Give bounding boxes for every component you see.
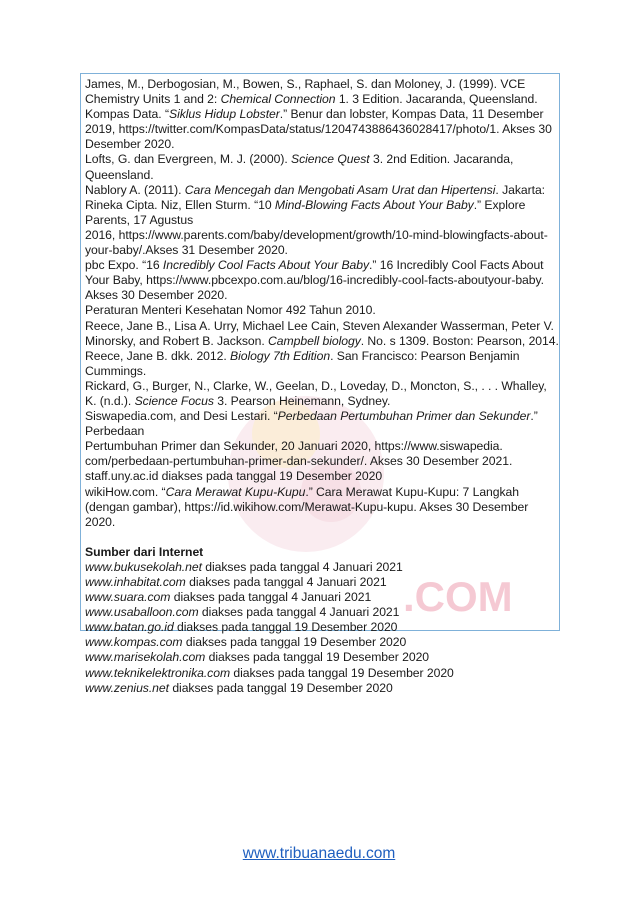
reference-title-text: Cara Mencegah dan Mengobati Asam Urat dan Hipertensi <box>184 182 496 197</box>
reference-text: .” <box>530 409 538 424</box>
reference-entry <box>85 77 559 107</box>
reference-text: Perbedaan <box>85 424 145 439</box>
internet-source-access-date: diakses pada tanggal 19 Desember 2020 <box>230 665 454 680</box>
internet-source-entry <box>85 650 559 665</box>
reference-title-text: Chemical Connection <box>220 92 336 107</box>
reference-text: Siswapedia.com, and Desi Lestari. “ <box>85 409 278 424</box>
internet-source-site: www.zenius.net <box>85 680 169 695</box>
internet-source-access-date: diakses pada tanggal 19 Desember 2020 <box>173 620 398 635</box>
internet-sources-title: Sumber dari Internet <box>85 544 204 559</box>
internet-source-entry <box>85 666 559 681</box>
internet-source-site: www.suara.com <box>85 590 171 605</box>
internet-source-entry <box>85 575 559 590</box>
reference-text: 2016, https://www.parents.com/baby/development/growth/10-mind-blowingfacts-about-your-baby/.Akses 31 Desember 2020. <box>85 227 548 258</box>
reference-text: .” Benur dan lobster, Kompas Data, 11 Desember 2019, https://twitter.com/KompasData/status/1204743886436028417/photo/1. Akses 30 Desember 2020. <box>85 107 552 152</box>
reference-entry <box>85 258 559 303</box>
reference-text: 3. 2nd Edition. Jacaranda, Queensland. <box>85 152 514 182</box>
reference-text: 1. 3 Edition. Jacaranda, Queensland. <box>335 92 538 107</box>
reference-entry <box>85 107 559 152</box>
reference-entry <box>85 319 559 349</box>
reference-title-text: Mind-Blowing Facts About Your Baby <box>274 197 474 212</box>
internet-source-site: www.batan.go.id <box>85 620 174 635</box>
reference-entry <box>85 409 559 424</box>
internet-source-entry <box>85 590 559 605</box>
internet-source-access-date: diakses pada tanggal 19 Desember 2020 <box>182 635 407 650</box>
reference-entry <box>85 379 559 409</box>
reference-text: pbc Expo. “16 <box>85 258 163 273</box>
internet-source-access-date: diakses pada tanggal 4 Januari 2021 <box>201 559 403 574</box>
internet-source-access-date: diakses pada tanggal 4 Januari 2021 <box>170 590 372 605</box>
reference-title-text: Siklus Hidup Lobster <box>168 107 280 122</box>
reference-title-text: Biology 7th Edition <box>230 348 331 363</box>
reference-entry <box>85 183 559 228</box>
internet-source-entry <box>85 605 559 620</box>
reference-entry <box>85 439 559 469</box>
reference-text: Reece, Jane B. dkk. 2012. <box>85 348 231 363</box>
internet-source-access-date: diakses pada tanggal 4 Januari 2021 <box>185 575 387 589</box>
reference-text: Pertumbuhan Primer dan Sekunder, 20 Januari 2020, https://www.siswapedia. com/perbedaan-pertumbuhan-primer-dan-sekunder/. Akses 30 Desember 2021. <box>85 439 513 469</box>
reference-text: wikiHow.com. “ <box>85 484 166 499</box>
reference-title-text: Cara Merawat Kupu-Kupu <box>165 484 306 499</box>
reference-text: . San Francisco: Pearson Benjamin Cummings. <box>85 348 520 378</box>
internet-source-site: www.usaballoon.com <box>85 605 199 620</box>
internet-source-site: www.teknikelektronika.com <box>85 665 231 680</box>
reference-entry <box>85 424 559 439</box>
reference-title-text: Science Focus <box>134 393 214 408</box>
page-footer <box>0 845 638 863</box>
internet-source-access-date: diakses pada tanggal 19 Desember 2020 <box>205 650 430 665</box>
watermark-text: .COM <box>403 573 513 620</box>
internet-source-site: www.marisekolah.com <box>85 650 206 665</box>
reference-entries <box>85 77 559 530</box>
reference-entry <box>85 485 559 530</box>
reference-text: staff.uny.ac.id diakses pada tanggal 19 Desember 2020 <box>85 469 383 484</box>
reference-text: James, M., Derbogosian, M., Bowen, S., Raphael, S. dan Moloney, J. (1999). VCE Chemistry Units 1 and 2: <box>85 77 526 107</box>
reference-text: Peraturan Menteri Kesehatan Nomor 492 Tahun 2010. <box>85 303 376 318</box>
reference-entry <box>85 469 559 484</box>
internet-source-access-date: diakses pada tanggal 4 Januari 2021 <box>198 605 400 620</box>
reference-title-text: Science Quest <box>291 152 370 167</box>
reference-list <box>85 77 559 696</box>
reference-text: Rickard, G., Burger, N., Clarke, W., Geelan, D., Loveday, D., Moncton, S., . . . Whalley, K. (n.d.). <box>85 378 547 408</box>
reference-text: .” Cara Merawat Kupu-Kupu: 7 Langkah (dengan gambar), https://id.wikihow.com/Merawat-Kupu-kupu. Akses 30 Desember 2020. <box>85 484 529 529</box>
reference-entry <box>85 152 559 182</box>
reference-text: Reece, Jane B., Lisa A. Urry, Michael Lee Cain, Steven Alexander Wasserman, Peter V. Minorsky, and Robert B. Jackson. <box>85 318 554 348</box>
internet-source-site: www.bukusekolah.net <box>85 559 202 574</box>
internet-source-entry <box>85 620 559 635</box>
reference-text: .” Explore Parents, 17 Agustus <box>85 197 526 227</box>
internet-source-entry <box>85 635 559 650</box>
reference-title-text: Incredibly Cool Facts About Your Baby <box>162 258 370 273</box>
internet-sources-list <box>85 560 559 696</box>
footer-link[interactable]: www.tribuanaedu.com <box>242 845 396 862</box>
reference-text: Lofts, G. dan Evergreen, M. J. (2000). <box>85 152 292 167</box>
reference-entry <box>85 228 559 258</box>
reference-text: .” 16 Incredibly Cool Facts About Your Baby, https://www.pbcexpo.com.au/blog/16-incredibly-cool-facts-aboutyour-baby. Akses 30 Desember 2020. <box>85 258 544 303</box>
reference-entry <box>85 349 559 379</box>
internet-source-site: www.kompas.com <box>85 635 183 650</box>
reference-title-text: Perbedaan Pertumbuhan Primer dan Sekunder <box>277 409 531 424</box>
reference-text: Kompas Data. “ <box>85 107 169 122</box>
reference-title-text: Campbell biology <box>268 333 361 348</box>
internet-source-entry <box>85 560 559 575</box>
reference-text: . Jakarta: Rineka Cipta. Niz, Ellen Sturm. “10 <box>85 182 546 212</box>
reference-text: . No. s 1309. Boston: Pearson, 2014. <box>360 333 559 348</box>
internet-source-site: www.inhabitat.com <box>85 575 186 589</box>
reference-text: Nablory A. (2011). <box>85 182 185 197</box>
internet-source-access-date: diakses pada tanggal 19 Desember 2020 <box>168 680 393 695</box>
reference-entry <box>85 303 559 318</box>
reference-text: 3. Pearson Heinemann, Sydney. <box>213 393 391 408</box>
internet-source-entry <box>85 681 559 696</box>
reference-box <box>80 73 560 695</box>
